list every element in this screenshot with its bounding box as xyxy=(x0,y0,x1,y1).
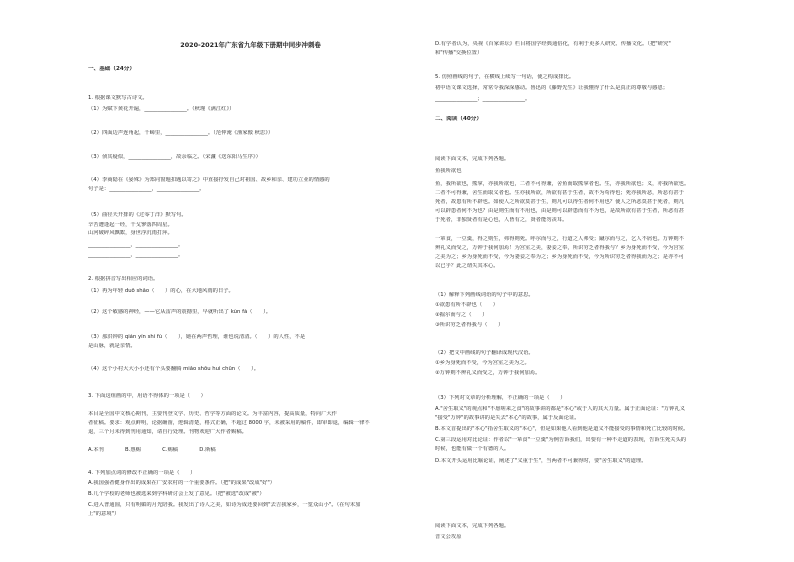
text-line: 可以辟患者何不为也？由是则生而有不用也，由是则可以辟患而有不为也，是故所欲有甚于生者，所恶有甚 xyxy=(435,208,684,214)
text-line: 1. 根据课文默写古诗文。 xyxy=(88,95,148,101)
text-line: A."舍生取义"的观点和"不愿嗟来之食"的故事讲的都是"本心"或于人的其大力量。属于正面论证："万钟礼义 xyxy=(435,406,686,412)
text-line: ①欲患有所不辟也（ ） xyxy=(435,302,499,308)
text-line: 本目是全国中文核心期刊，主要刊登文学、历史、哲学等方面的论文。为丰富内容，提高质量，特向广大作 xyxy=(88,411,337,417)
text-line: 一箪食，一豆羹，得之则生，弗得则死。呼尔而与之，行道之人弗受；蹴尔而与之，乞人不屑也。万钟则不 xyxy=(435,236,684,242)
text-line: A.本刊 B.惠赐 C.赐稿 D.斯稿 xyxy=(88,447,216,453)
text-line: （4）这个小村大大小小还有个头要翻腾 miǎo shōu huì chūn（ ）。 xyxy=(88,366,259,372)
text-line: 句子是：________________，________________。 xyxy=(88,186,205,192)
text-line: 4. 下列加点词的修改不正确的一项是（ ） xyxy=(88,470,196,476)
left-column xyxy=(88,0,413,562)
text-line: ________________，________________。 xyxy=(88,252,184,258)
text-line: ②万钟则不辨礼义而受之，万钟于我何加焉。 xyxy=(435,370,541,376)
text-line: 鱼，我所欲也，熊掌，亦我所欲也，二者不可得兼，舍鱼而取熊掌者也。生，亦我所欲也；义，亦我所欲也。 xyxy=(435,181,690,187)
text-line: 退，三个月未得到刊用通知，请自行处理。刊物欢迎广大作者赐稿。 xyxy=(88,429,247,435)
text-line: 辛苦遭逢起一经，干戈寥落四周星。 xyxy=(88,222,173,228)
text-line: （3）侦其疑似，________________，故余临之。（宋濂《送东阳马生序》） xyxy=(88,154,261,160)
text-line: （2）把文中画线的句子翻译成现代汉语。 xyxy=(435,350,534,356)
text-line: （2）这个敏感的神经，——它从雷声的震撼里，早就听出了 kùn fá（ ）。 xyxy=(88,309,272,315)
text-line: 上"的意境"） xyxy=(88,511,120,517)
text-line: 者征稿。要求：观点鲜明，论据确凿，逻辑清楚，格式正确，不超过 8000 字，未被采用的稿件，即审即退，编辑一律不 xyxy=(88,420,370,426)
text-line: 时候，也能有做一个有德的人。 xyxy=(435,446,510,452)
text-line: 晋文公攻原 xyxy=(435,534,462,540)
text-line: ②掘尔而与之（ ） xyxy=(435,312,488,318)
text-line: C.第三段运用对比论证：作者以"一箪食"一豆羹"为例告诉我们，出要有一种不走道的表现，告诉生死关头的 xyxy=(435,437,687,443)
text-line: 山河破碎风飘絮，身世浮沉雨打萍。 xyxy=(88,230,173,236)
text-line: （2）四面边声连角起，千嶂里，________________。（范仲淹《渔家傲 秋思》） xyxy=(88,130,274,136)
text-line: （1）为赋下黄花开遍，________________。（秋瑾《满江红》） xyxy=(88,106,235,112)
paper-title: 2020-2021年广东省九年级下册期中同步冲刺卷 xyxy=(180,41,321,49)
text-line: （1）解释下列画线词语的句子中的意思。 xyxy=(435,292,534,298)
text-line: 初中语文课文选择，常常令我深深感动。鲁迅的《藤野先生》让我懂得了什么是真正的尊敬与感恩； xyxy=(435,85,669,91)
text-line: （3）下列对文章的分析理解，不正确的一项是（ ） xyxy=(435,395,566,401)
text-line: A.我国强者健身作出的成果在广安农村的一个重要条件。（把"的成果"改成"好"） xyxy=(88,480,276,486)
text-line: 之美为之；乡为身死而不受，今为妻妾之奉为之；乡为身死而不受，今为所识穷乏者得我而为之；是亦不可 xyxy=(435,254,684,260)
text-line: D.本文开头运用比喻论证，阐述了"义重于生"，当两者不可兼得时，要"舍生取义"的道理。 xyxy=(435,458,647,464)
text-line: C.进入普通圆，只有明媚的月光陪我。我发出了诗人之美，如诗为成还要回到"去吉我家乡，一览众山小"。（在句末加 xyxy=(88,502,361,508)
text-line: 二者不可得兼，舍生而取义者也。生亦我所欲，所欲有甚于生者，故不为苟得也；死亦我所恶，所恶有甚于 xyxy=(435,190,684,196)
right-column xyxy=(435,0,775,562)
text-line: 辨礼义而受之，万钟于我何加焉！为宫室之美，妻妾之奉，所识穷乏者得我与？乡为身死而不受，今为宫室 xyxy=(435,245,684,251)
text-line: ③所识穷乏者得我与（ ） xyxy=(435,322,504,328)
text-line: 阅读下面文本，完成下列各题。 xyxy=(435,523,510,529)
text-line: 死者，故患有所不辟也。如使人之所欲莫甚于生，则凡可以得生者何不用也？使人之所恶莫甚于死者，则凡 xyxy=(435,199,684,205)
text-line: D.有学者认为，央视《百家讲坛》栏目将国学经典通俗化，有利于更多人研究、传播文化。（把"研究" xyxy=(435,41,671,47)
text-line: ________________，________________。 xyxy=(88,242,184,248)
text-line: "接受"万钟"的故事讲的是失去"本心"的故事，属于反面论证。 xyxy=(435,415,580,421)
text-line: （3）那洪钟的 qián yín shí fù（ ），她在两声哲理，谁也说清清。（ ）的人性，不是 xyxy=(88,334,306,340)
text-line: 于死者，非独贤者有是心也，人皆有之，贤者能勿丧耳。 xyxy=(435,217,568,223)
text-line: ①乡为身死而不受，今为宫室之美为之。 xyxy=(435,360,530,366)
text-line: 3. 下面这组画的中，用语不得体的一项是（ ） xyxy=(88,393,206,399)
text-line: 鱼我所欲也 xyxy=(435,168,462,174)
text-line: （4）李商隐在《晏殊》为郑同窗题扣题以寄之》中直接抒发自己对祖国、故乡和亲、建功立业的情感的 xyxy=(88,177,330,183)
text-line: 阅读下面文本，完成下列各题。 xyxy=(435,156,510,162)
text-line: B.几个学校的老师也被选来到学科研讨会上发了意见。（把"被选"改成"被"） xyxy=(88,491,265,497)
section-heading: 一、基础（24分） xyxy=(88,66,135,72)
text-line: ________________；________________。 xyxy=(435,96,531,102)
text-line: 5. 仿照画线的句子，在横线上续写一句话，使之构成排比。 xyxy=(435,74,575,80)
text-line: （5）曲径天开排的《过零丁洋》默写句。 xyxy=(88,212,187,218)
text-line: 是山脉，就是亲情。 xyxy=(88,343,136,349)
text-line: （1）再为年轻 duō shǎo（ ）的心，在大地风雨的日子。 xyxy=(88,288,234,294)
text-line: 和"传播"交换位置） xyxy=(435,50,483,56)
text-line: B.本文首提出的"本心"指舍生取义的"本心"，但是如果他人看到他是道义不能接受的事情和死亡比较的时候。 xyxy=(435,426,689,432)
text-line: 2. 根据拼音写出相应的词语。 xyxy=(88,276,159,282)
section-heading: 二、阅读（40分） xyxy=(435,116,482,122)
text-line: 以已乎？此之谓失其本心。 xyxy=(435,263,499,269)
